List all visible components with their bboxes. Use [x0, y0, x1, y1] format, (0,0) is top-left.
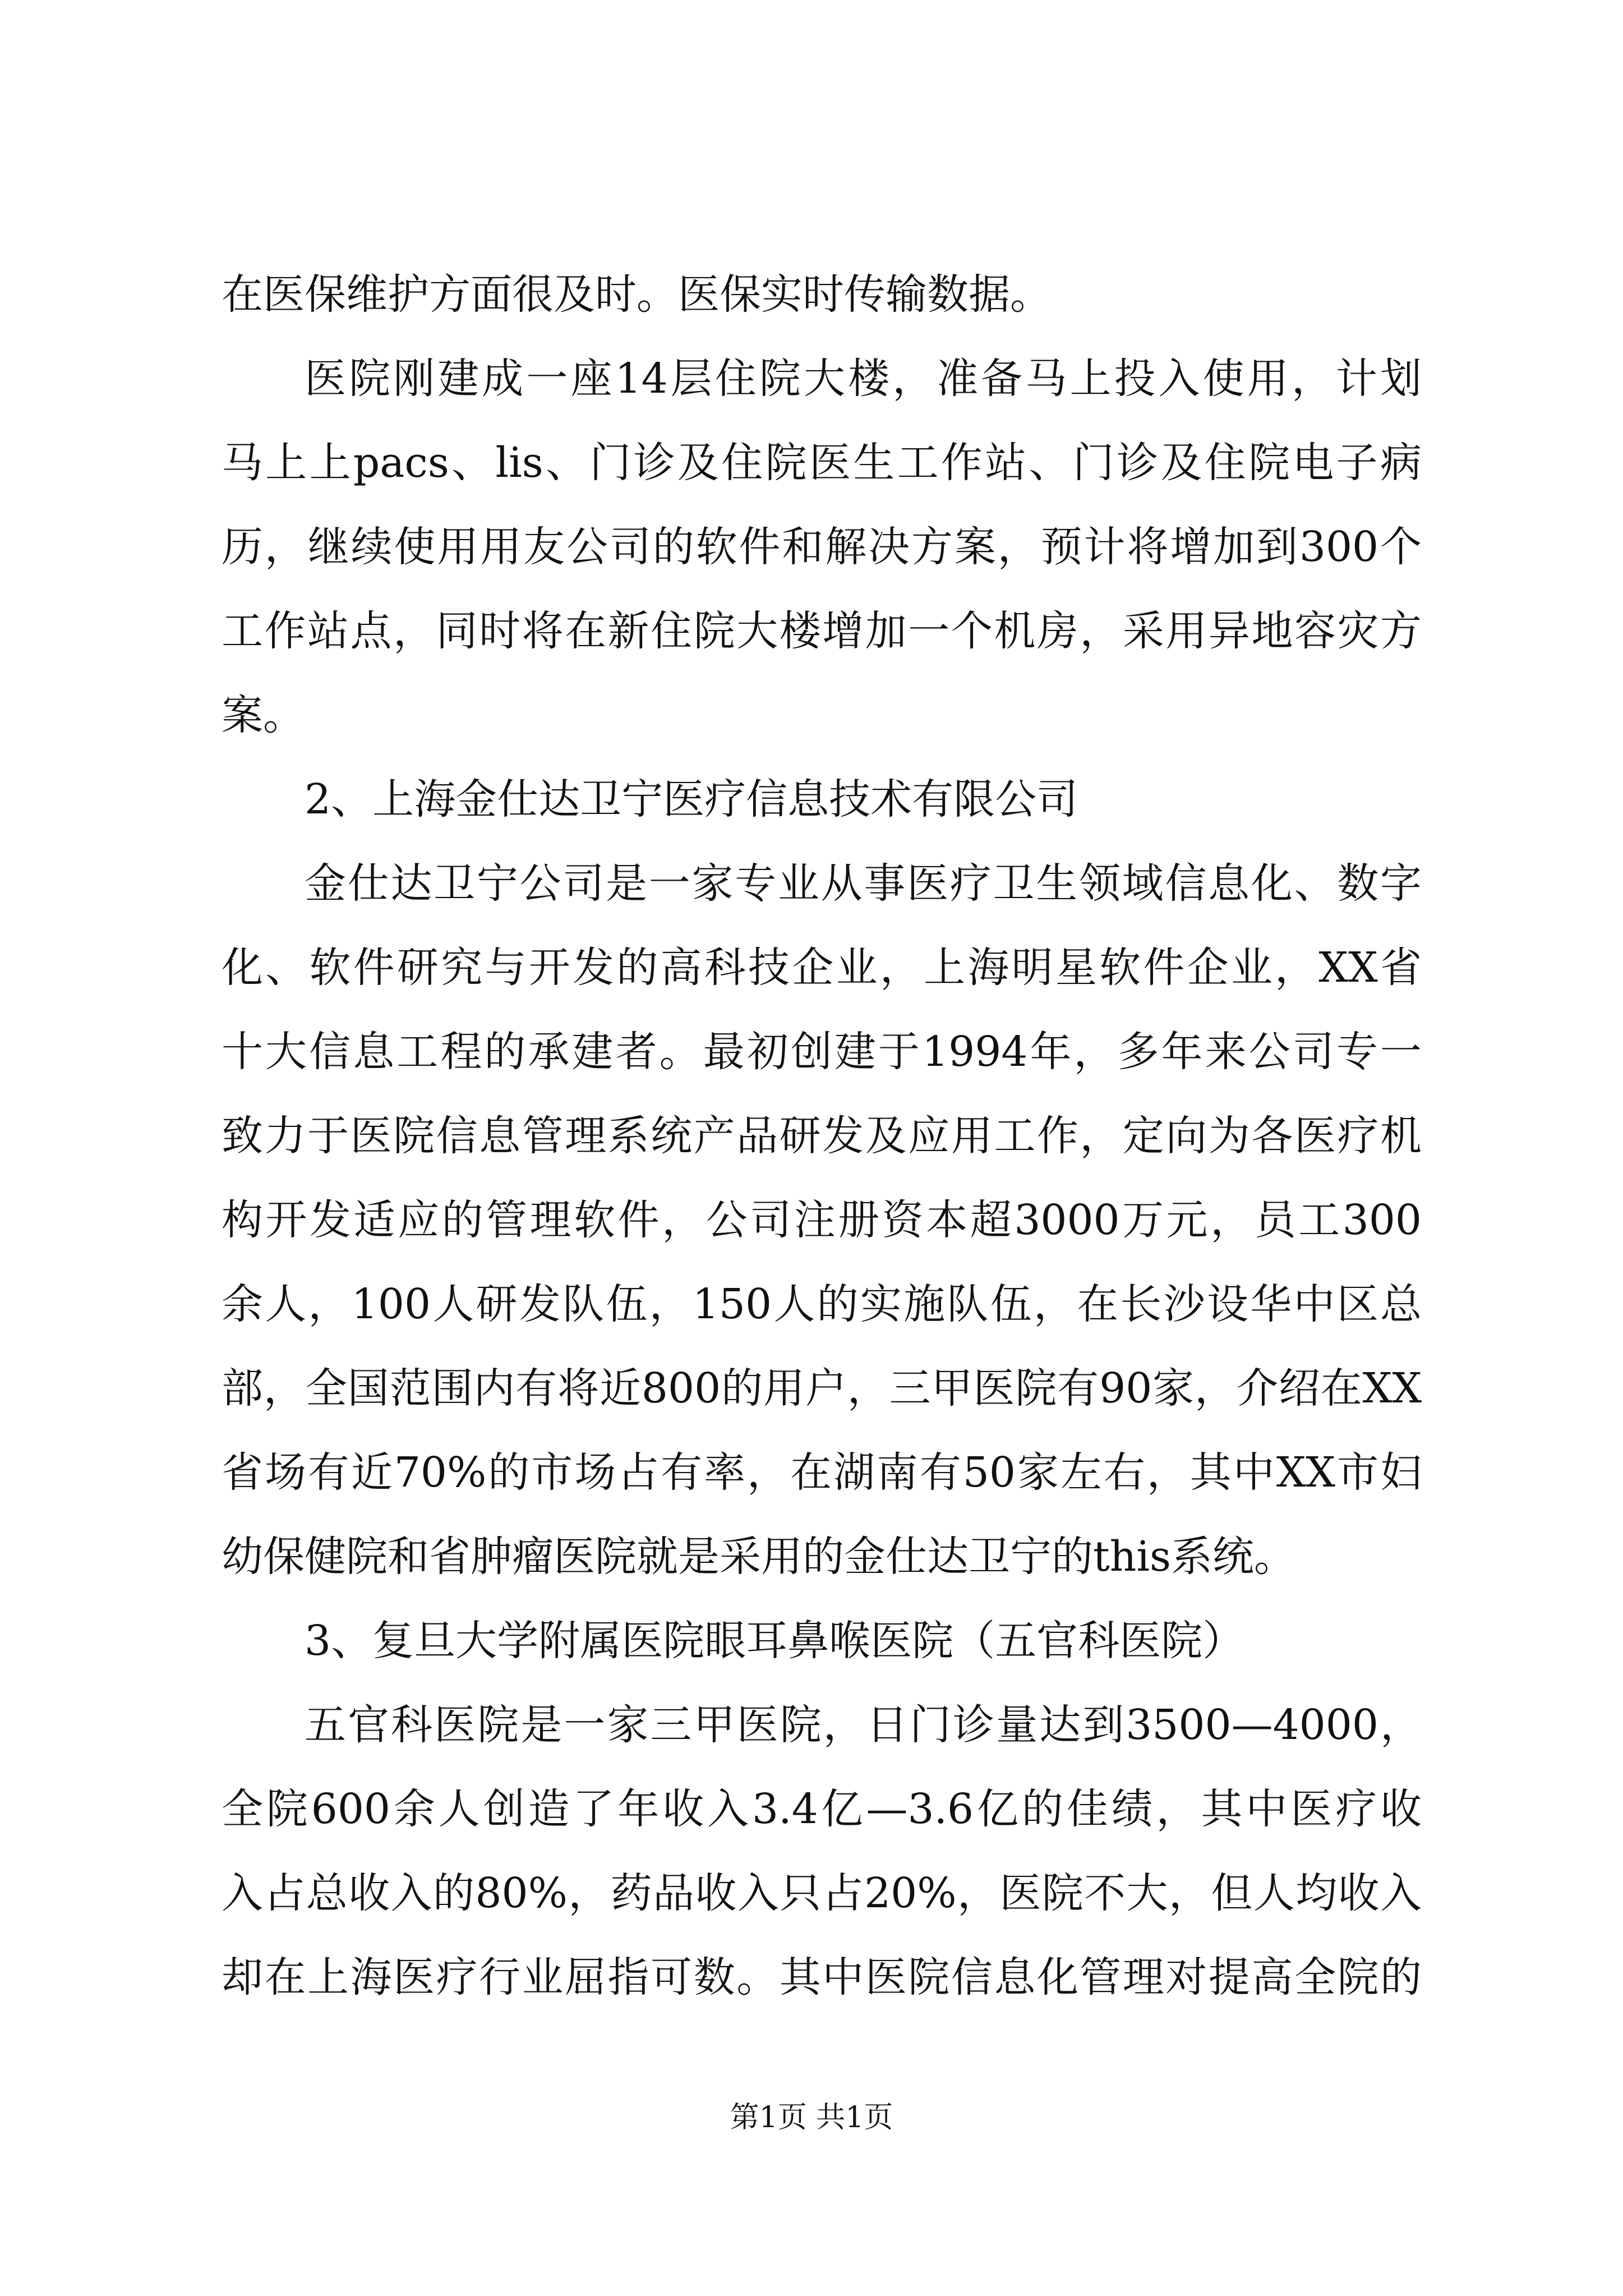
text-line: 工作站点，同时将在新住院大楼增加一个机房，采用异地容灾方	[222, 607, 1422, 655]
text-line: 省场有近70%的市场占有率，在湖南有50家左右，其中XX市妇	[222, 1448, 1422, 1497]
text-line: 却在上海医疗行业屈指可数。其中医院信息化管理对提高全院的	[222, 1953, 1422, 2001]
text-line: 在医保维护方面很及时。医保实时传输数据。	[222, 270, 1052, 319]
text-line: 入占总收入的80%，药品收入只占20%，医院不大，但人均收入	[222, 1869, 1422, 1917]
text-line: 余人，100人研发队伍，150人的实施队伍，在长沙设华中区总	[222, 1280, 1422, 1328]
section-heading: 3、复旦大学附属医院眼耳鼻喉医院（五官科医院）	[305, 1617, 1244, 1665]
text-line: 金仕达卫宁公司是一家专业从事医疗卫生领域信息化、数字	[305, 859, 1422, 908]
text-line: 医院刚建成一座14层住院大楼，准备马上投入使用，计划	[305, 355, 1422, 403]
section-heading: 2、上海金仕达卫宁医疗信息技术有限公司	[305, 775, 1078, 823]
text-line: 全院600余人创造了年收入3.4亿—3.6亿的佳绩，其中医疗收	[222, 1785, 1422, 1833]
text-line: 十大信息工程的承建者。最初创建于1994年，多年来公司专一	[222, 1028, 1422, 1076]
text-line: 马上上pacs、lis、门诊及住院医生工作站、门诊及住院电子病	[222, 439, 1422, 487]
text-line: 构开发适应的管理软件，公司注册资本超3000万元，员工300	[222, 1196, 1422, 1244]
text-line: 五官科医院是一家三甲医院，日门诊量达到3500—4000，	[305, 1701, 1422, 1749]
text-line: 致力于医院信息管理系统产品研发及应用工作，定向为各医疗机	[222, 1112, 1422, 1160]
document-body	[222, 252, 1422, 2019]
text-line: 部，全国范围内有将近800的用户，三甲医院有90家，介绍在XX	[222, 1364, 1422, 1412]
text-line: 幼保健院和省肿瘤医院就是采用的金仕达卫宁的this系统。	[222, 1533, 1296, 1581]
text-line: 化、软件研究与开发的高科技企业，上海明星软件企业，XX省	[222, 944, 1422, 992]
text-line: 案。	[222, 691, 305, 739]
page-footer: 第1页 共1页	[730, 2101, 893, 2134]
text-line: 历，继续使用用友公司的软件和解决方案，预计将增加到300个	[222, 523, 1422, 571]
